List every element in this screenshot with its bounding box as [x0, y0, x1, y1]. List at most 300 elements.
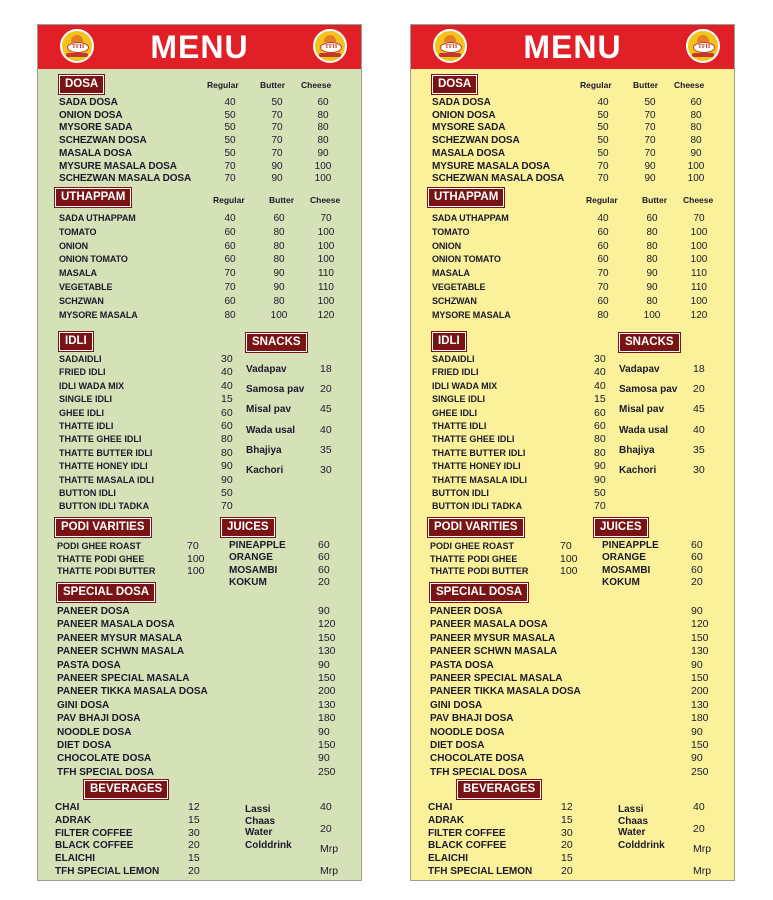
menu-item-name: BUTTON IDLI [432, 488, 489, 498]
menu-item-name: ONION [432, 240, 462, 251]
menu-item-price: 100 [643, 309, 661, 321]
menu-item-price: 120 [317, 309, 335, 321]
menu-item-name: PASTA DOSA [430, 659, 494, 671]
section-badge-juices: JUICES [221, 518, 275, 537]
section-badge-beverages: BEVERAGES [84, 780, 168, 799]
menu-item-name: PANEER DOSA [430, 606, 503, 617]
menu-item-name: PINEAPPLE [602, 540, 659, 551]
menu-item-price: 40 [693, 423, 705, 436]
menu-item-price: 120 [691, 618, 709, 631]
tfh-logo-icon [60, 29, 94, 63]
menu-item-price: 50 [224, 109, 236, 121]
menu-item-price: 80 [317, 109, 329, 121]
menu-item-price: 250 [691, 765, 709, 778]
menu-title: MENU [523, 29, 622, 65]
menu-item-price: Mrp [320, 865, 339, 877]
price-column-header: Butter [269, 195, 295, 205]
menu-item-price: 80 [690, 135, 702, 147]
price-column-header: Butter [260, 80, 286, 90]
section-badge-snacks: SNACKS [246, 333, 307, 352]
menu-item-name: PANEER SPECIAL MASALA [430, 673, 563, 684]
menu-item-name: Vadapav [246, 364, 287, 375]
menu-item-price: 60 [597, 254, 609, 266]
menu-item-price: 100 [270, 309, 288, 321]
menu-item-price: 45 [320, 403, 332, 416]
menu-item-price: 100 [317, 240, 335, 252]
price-column-header: Cheese [683, 195, 714, 205]
menu-item-name: BLACK COFFEE [55, 840, 134, 852]
menu-item-price: 12 [188, 801, 200, 813]
menu-item-price: 40 [693, 801, 705, 813]
menu-item-name: PANEER TIKKA MASALA DOSA [57, 686, 208, 698]
menu-item-name: SADA UTHAPPAM [432, 213, 509, 223]
menu-item-price: 70 [224, 268, 236, 280]
price-column-header: Butter [633, 80, 659, 90]
menu-item-price: 80 [221, 433, 233, 446]
menu-item-name: TFH SPECIAL LEMON [55, 866, 160, 877]
menu-item-price: 70 [187, 540, 199, 552]
menu-item-price: 20 [320, 823, 332, 835]
menu-item-price: 70 [271, 135, 283, 147]
menu-item-price: 40 [597, 213, 609, 224]
menu-item-price: 60 [318, 539, 330, 551]
menu-item-price: 150 [318, 739, 336, 751]
menu-item-name: SADAIDLI [432, 354, 475, 364]
menu-item-price: 40 [221, 379, 233, 392]
menu-item-name: SCHZWAN [432, 295, 477, 306]
menu-item-name: ONION [59, 240, 89, 251]
logo-text: TFH [67, 42, 89, 53]
menu-item-name: KOKUM [229, 576, 267, 588]
menu-item-name: GHEE IDLI [59, 407, 105, 418]
price-column-header: Butter [642, 195, 668, 205]
price-column-header: Cheese [301, 80, 332, 90]
menu-item-price: 70 [693, 213, 705, 224]
menu-item-name: ONION TOMATO [59, 254, 128, 265]
menu-item-price: 40 [224, 213, 236, 224]
menu-item-price: 70 [644, 147, 656, 159]
menu-item-price: 60 [597, 295, 609, 307]
menu-item-name: THATTE GHEE IDLI [432, 434, 515, 445]
menu-item-name: THATTE IDLI [432, 421, 487, 431]
menu-item-name: SINGLE IDLI [59, 394, 113, 405]
tfh-logo-icon [313, 29, 347, 63]
menu-item-price: 60 [597, 226, 609, 238]
menu-item-name: SADA UTHAPPAM [59, 213, 136, 223]
menu-item-price: 30 [320, 464, 332, 476]
section-badge-uthappam: UTHAPPAM [55, 188, 131, 207]
menu-item-price: 20 [691, 575, 703, 588]
menu-item-price: 90 [221, 460, 233, 473]
menu-item-price: 90 [691, 605, 703, 617]
price-column-header: Cheese [310, 195, 341, 205]
menu-item-name: ADRAK [428, 814, 465, 826]
menu-item-name: FILTER COFFEE [55, 827, 133, 839]
menu-item-name: FRIED IDLI [432, 367, 479, 378]
menu-item-name: GHEE IDLI [432, 407, 478, 418]
menu-item-price: 100 [187, 552, 205, 565]
menu-item-name: THATTE HONEY IDLI [432, 461, 521, 472]
menu-item-price: 60 [221, 406, 233, 419]
menu-item-name: BLACK COFFEE [428, 840, 507, 852]
menu-item-price: 70 [224, 173, 236, 185]
menu-item-price: 150 [691, 631, 709, 644]
menu-item-price: 70 [271, 147, 283, 159]
menu-item-price: 90 [318, 752, 330, 765]
menu-item-price: 90 [691, 752, 703, 765]
menu-item-name: MYSORE MASALA [432, 309, 511, 320]
menu-item-price: 40 [320, 423, 332, 436]
menu-item-name: THATTE PODI GHEE [430, 553, 518, 564]
menu-item-name: Chaas Water [245, 816, 276, 838]
menu-item-price: 130 [691, 645, 709, 658]
menu-item-name: GINI DOSA [57, 699, 110, 711]
menu-item-price: 70 [644, 109, 656, 121]
menu-item-price: 60 [594, 406, 606, 419]
menu-item-name: CHOCOLATE DOSA [430, 753, 525, 765]
menu-item-price: 15 [221, 393, 233, 406]
menu-item-name: DIET DOSA [430, 740, 485, 751]
menu-item-name: THATTE PODI BUTTER [57, 566, 156, 576]
menu-item-name: Bhajiya [246, 444, 282, 456]
menu-item-price: 15 [594, 393, 606, 406]
menu-item-price: 30 [594, 353, 606, 365]
menu-item-price: 40 [221, 366, 233, 379]
menu-item-price: 100 [317, 295, 335, 307]
menu-item-name: PAV BHAJI DOSA [430, 713, 514, 725]
section-badge-uthappam: UTHAPPAM [428, 188, 504, 207]
menu-item-name: PAV BHAJI DOSA [57, 713, 141, 725]
menu-item-price: 50 [224, 135, 236, 147]
price-column-header: Regular [580, 80, 612, 90]
menu-item-price: 60 [224, 254, 236, 266]
menu-item-name: Bhajiya [619, 444, 655, 456]
menu-item-name: THATTE IDLI [59, 421, 114, 431]
menu-item-name: Samosa pav [246, 384, 305, 396]
menu-item-price: 90 [644, 173, 656, 185]
menu-item-name: THATTE PODI GHEE [57, 553, 145, 564]
menu-item-price: 35 [320, 443, 332, 456]
menu-item-price: 80 [221, 446, 233, 459]
menu-item-name: THATTE BUTTER IDLI [432, 447, 526, 458]
menu-item-price: 90 [221, 473, 233, 486]
menu-item-price: 90 [271, 173, 283, 185]
menu-item-price: 80 [646, 254, 658, 266]
menu-item-price: 80 [594, 433, 606, 446]
menu-item-price: 100 [560, 552, 578, 565]
logo-dome-shape [71, 35, 83, 42]
menu-item-price: 90 [594, 460, 606, 473]
menu-item-name: PANEER SCHWN MASALA [57, 646, 185, 658]
menu-item-price: 40 [597, 97, 609, 108]
menu-item-name: ADRAK [55, 814, 92, 826]
menu-item-price: 60 [594, 420, 606, 432]
section-badge-podi: PODI VARITIES [428, 518, 524, 537]
menu-item-name: ELAICHI [55, 853, 95, 865]
menu-item-price: 80 [594, 446, 606, 459]
menu-item-price: 70 [224, 282, 236, 293]
menu-item-price: 90 [273, 282, 285, 293]
logo-base-shape [66, 53, 88, 57]
menu-item-name: MYSORE SADA [59, 122, 133, 134]
menu-item-price: 90 [273, 268, 285, 280]
menu-item-price: 20 [320, 383, 332, 396]
menu-item-price: 80 [646, 295, 658, 307]
menu-item-name: MASALA DOSA [432, 147, 505, 159]
menu-item-name: SADA DOSA [59, 97, 118, 108]
menu-item-price: 130 [318, 645, 336, 658]
menu-item-price: 30 [693, 464, 705, 476]
menu-item-price: 180 [318, 712, 336, 725]
menu-item-price: 80 [690, 109, 702, 121]
logo-text: TFH [440, 42, 462, 53]
menu-item-price: 90 [646, 268, 658, 280]
menu-item-name: TOMATO [59, 226, 97, 237]
menu-item-price: 50 [221, 487, 233, 499]
logo-text: TFH [320, 42, 342, 53]
menu-item-name: BUTTON IDLI [59, 488, 116, 498]
menu-item-price: 15 [561, 852, 573, 865]
menu-item-price: 20 [188, 839, 200, 852]
menu-item-price: 60 [224, 240, 236, 252]
menu-item-price: 100 [690, 226, 708, 238]
price-column-header: Regular [213, 195, 245, 205]
menu-item-price: 90 [644, 160, 656, 172]
section-badge-snacks: SNACKS [619, 333, 680, 352]
menu-item-price: 120 [318, 618, 336, 631]
menu-item-name: ORANGE [229, 552, 273, 564]
menu-panel-green [37, 24, 362, 881]
menu-item-price: 130 [318, 698, 336, 711]
menu-item-price: 100 [690, 254, 708, 266]
menu-item-price: 60 [273, 213, 285, 224]
menu-item-price: 20 [693, 383, 705, 396]
menu-item-name: Lassi [618, 804, 644, 815]
price-column-header: Regular [586, 195, 618, 205]
menu-item-name: SCHEZWAN DOSA [59, 135, 147, 147]
menu-item-price: 20 [693, 823, 705, 835]
menu-item-price: Mrp [320, 843, 339, 855]
tfh-logo-icon [686, 29, 720, 63]
menu-item-price: 110 [318, 268, 334, 280]
menu-item-price: 70 [597, 173, 609, 185]
menu-item-name: Vadapav [619, 364, 660, 375]
menu-item-price: 70 [597, 160, 609, 172]
menu-item-price: 120 [690, 309, 708, 321]
menu-item-name: PANEER MASALA DOSA [57, 619, 175, 631]
menu-item-name: ONION DOSA [432, 109, 496, 121]
menu-item-name: Wada usal [246, 424, 296, 436]
menu-item-price: 250 [318, 765, 336, 778]
menu-item-name: NOODLE DOSA [57, 726, 132, 738]
menu-item-name: TFH SPECIAL LEMON [428, 866, 533, 877]
menu-item-name: PANEER MASALA DOSA [430, 619, 548, 631]
menu-item-name: MOSAMBI [229, 564, 278, 576]
logo-dome-shape [444, 35, 456, 42]
menu-item-price: 100 [314, 160, 332, 172]
menu-item-name: NOODLE DOSA [430, 726, 505, 738]
menu-item-name: SADAIDLI [59, 354, 102, 364]
menu-item-name: FILTER COFFEE [428, 827, 506, 839]
menu-item-name: MASALA DOSA [59, 147, 132, 159]
menu-item-name: SCHEZWAN DOSA [432, 135, 520, 147]
menu-item-name: CHOCOLATE DOSA [57, 753, 152, 765]
menu-item-name: CHAI [55, 802, 80, 813]
section-badge-beverages: BEVERAGES [457, 780, 541, 799]
menu-item-price: 40 [594, 366, 606, 379]
menu-item-name: DIET DOSA [57, 740, 112, 751]
menu-item-price: 100 [317, 254, 335, 266]
section-badge-juices: JUICES [594, 518, 648, 537]
menu-item-price: 80 [690, 122, 702, 134]
menu-item-price: Mrp [693, 865, 712, 877]
menu-item-price: 60 [597, 240, 609, 252]
logo-dome-shape [324, 35, 336, 42]
menu-item-name: SCHZWAN [59, 295, 104, 306]
menu-item-price: 60 [690, 97, 702, 108]
section-badge-idli: IDLI [59, 332, 93, 351]
menu-item-price: 90 [317, 147, 329, 159]
menu-item-price: 100 [687, 160, 705, 172]
menu-item-name: THATTE PODI BUTTER [430, 566, 529, 576]
menu-item-price: 35 [693, 443, 705, 456]
logo-base-shape [319, 53, 341, 57]
menu-item-name: THATTE BUTTER IDLI [59, 447, 153, 458]
section-badge-dosa: DOSA [59, 75, 104, 94]
menu-item-price: 60 [318, 551, 330, 564]
menu-item-price: 18 [320, 363, 332, 375]
menu-item-name: PANEER DOSA [57, 606, 130, 617]
menu-item-name: Misal pav [246, 404, 292, 416]
menu-header [411, 25, 734, 69]
price-column-header: Regular [207, 80, 239, 90]
menu-item-name: TFH SPECIAL DOSA [430, 766, 528, 778]
menu-item-price: 150 [318, 631, 336, 644]
menu-item-price: 70 [597, 268, 609, 280]
menu-item-price: 20 [561, 839, 573, 852]
menu-item-price: 60 [224, 226, 236, 238]
menu-item-price: 150 [318, 672, 336, 684]
menu-item-name: PODI GHEE ROAST [57, 541, 142, 551]
menu-item-price: 110 [318, 282, 334, 293]
menu-item-price: 60 [691, 551, 703, 564]
menu-item-name: THATTE MASALA IDLI [432, 474, 527, 485]
menu-item-name: THATTE GHEE IDLI [59, 434, 142, 445]
logo-dome-shape [697, 35, 709, 42]
menu-item-name: PANEER MYSUR MASALA [430, 632, 556, 644]
logo-text: TFH [693, 42, 715, 53]
menu-item-price: 70 [594, 500, 606, 513]
menu-item-price: 80 [317, 122, 329, 134]
menu-item-price: 90 [318, 725, 330, 738]
menu-item-price: 80 [273, 254, 285, 266]
menu-item-price: 100 [560, 565, 578, 577]
menu-item-price: 90 [318, 605, 330, 617]
menu-item-price: 50 [271, 97, 283, 108]
menu-item-price: 80 [597, 309, 609, 321]
menu-item-price: 200 [318, 685, 336, 698]
menu-item-price: 50 [594, 487, 606, 499]
menu-item-price: 90 [646, 282, 658, 293]
menu-item-price: 30 [221, 353, 233, 365]
menu-item-name: PANEER TIKKA MASALA DOSA [430, 686, 581, 698]
menu-item-price: 80 [273, 295, 285, 307]
menu-item-price: 80 [317, 135, 329, 147]
menu-item-price: 30 [188, 826, 200, 839]
menu-item-price: 80 [646, 226, 658, 238]
menu-item-price: 50 [224, 147, 236, 159]
menu-item-price: 40 [320, 801, 332, 813]
menu-item-price: 70 [597, 282, 609, 293]
menu-item-price: 15 [188, 852, 200, 865]
section-badge-idli: IDLI [432, 332, 466, 351]
menu-item-price: 100 [687, 173, 705, 185]
menu-item-price: 50 [644, 97, 656, 108]
menu-item-price: 90 [691, 658, 703, 671]
tfh-logo-icon [433, 29, 467, 63]
menu-item-price: 100 [317, 226, 335, 238]
menu-item-price: 130 [691, 698, 709, 711]
price-column-header: Cheese [674, 80, 705, 90]
menu-item-name: Kachori [619, 465, 657, 476]
menu-item-name: THATTE HONEY IDLI [59, 461, 148, 472]
menu-item-price: 150 [691, 672, 709, 684]
menu-panel-yellow [410, 24, 735, 881]
menu-item-price: 70 [320, 213, 332, 224]
menu-item-name: MYSORE MASALA [59, 309, 138, 320]
menu-item-price: 70 [224, 160, 236, 172]
menu-item-name: MASALA [432, 268, 470, 279]
menu-item-price: 90 [691, 725, 703, 738]
menu-item-name: MYSORE SADA [432, 122, 506, 134]
menu-item-name: Wada usal [619, 424, 669, 436]
menu-item-price: 50 [224, 122, 236, 134]
menu-item-name: VEGETABLE [432, 282, 486, 292]
menu-item-name: BUTTON IDLI TADKA [59, 501, 150, 512]
section-badge-dosa: DOSA [432, 75, 477, 94]
menu-item-price: 18 [693, 363, 705, 375]
menu-item-price: 100 [690, 295, 708, 307]
menu-item-price: 20 [318, 575, 330, 588]
menu-item-name: FRIED IDLI [59, 367, 106, 378]
menu-item-price: 90 [318, 658, 330, 671]
menu-item-price: 50 [597, 122, 609, 134]
logo-base-shape [692, 53, 714, 57]
menu-item-price: 70 [644, 122, 656, 134]
menu-item-price: 110 [691, 268, 707, 280]
menu-item-price: 60 [646, 213, 658, 224]
menu-item-price: Mrp [693, 843, 712, 855]
menu-item-name: Lassi [245, 804, 271, 815]
menu-title: MENU [150, 29, 249, 65]
menu-item-name: IDLI WADA MIX [432, 380, 498, 391]
menu-item-name: PANEER MYSUR MASALA [57, 632, 183, 644]
menu-item-name: SINGLE IDLI [432, 394, 486, 405]
menu-item-name: Samosa pav [619, 384, 678, 396]
menu-item-price: 70 [221, 500, 233, 513]
menu-item-price: 80 [224, 309, 236, 321]
menu-item-price: 90 [271, 160, 283, 172]
menu-item-price: 90 [594, 473, 606, 486]
menu-item-name: PANEER SPECIAL MASALA [57, 673, 190, 684]
menu-item-name: MYSURE MASALA DOSA [59, 160, 177, 172]
section-badge-special-dosa: SPECIAL DOSA [430, 583, 528, 602]
menu-item-name: ELAICHI [428, 853, 468, 865]
menu-item-name: GINI DOSA [430, 699, 483, 711]
menu-item-name: ONION DOSA [59, 109, 123, 121]
menu-item-price: 70 [271, 122, 283, 134]
menu-item-price: 60 [317, 97, 329, 108]
